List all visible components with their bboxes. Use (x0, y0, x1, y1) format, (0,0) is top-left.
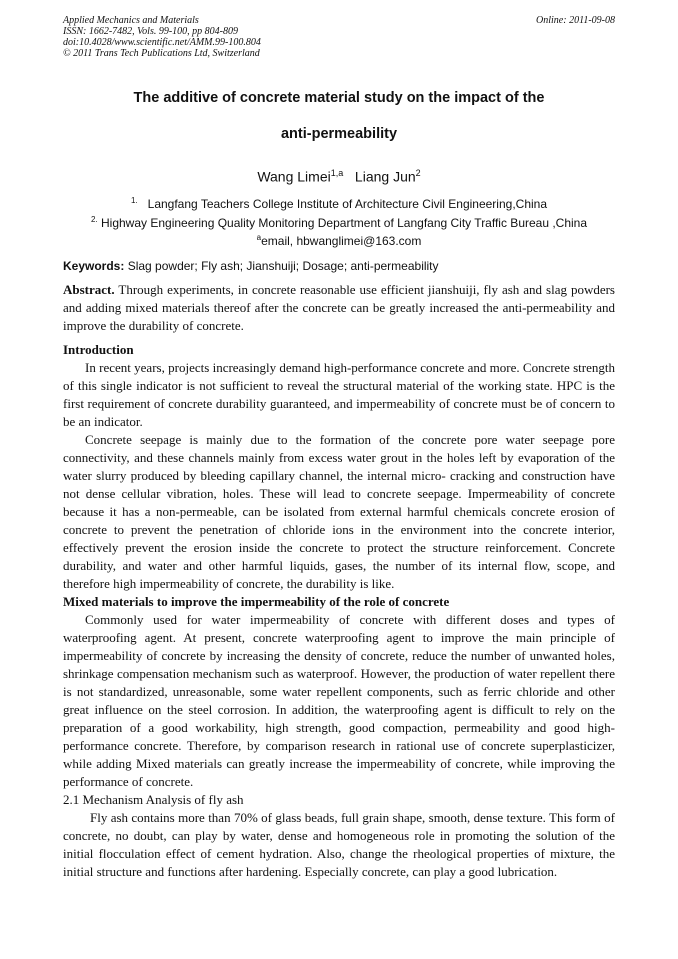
paragraph: Concrete seepage is mainly due to the formation of the concrete pore water seepage pore connectivity, and these channels mainly from excess water grout in the holes left by evaporation of the water slurry produced by bleeding capillary channel, the internal micro- cracking and construction have not dense cellular vibration, holes. These will lead to concrete seepage. Impermeability of concrete because it has a non-permeable, can be isolated from external harmful chemicals concrete erosion of concrete to prevent the penetration of chloride ions in the environment into the concrete interior, effectively prevent the erosion inside the concrete to protect the structure reinforcement. Concrete durability, and water and other harmful liquids, gases, the number of its internal flow, scope, and therefore high impermeability of concrete, the durability is like. (63, 432, 615, 591)
section-heading: Introduction (63, 342, 134, 357)
paper-body (63, 281, 615, 881)
affiliation-text: Langfang Teachers College Institute of Architecture Civil Engineering,China (147, 197, 548, 211)
online-date: Online: 2011-09-08 (536, 15, 615, 26)
author-list (0, 168, 678, 185)
paper-title-line-1: The additive of concrete material study on the impact of the (133, 90, 545, 106)
affiliation-text: email, hbwanglimei@163.com (261, 234, 422, 248)
abstract (63, 281, 615, 335)
affiliation-text: Highway Engineering Quality Monitoring Department of Langfang City Traffic Bureau ,China (100, 216, 588, 230)
author-affiliation-mark: 2 (415, 168, 421, 178)
journal-copyright: © 2011 Trans Tech Publications Ltd, Switzerland (63, 48, 260, 59)
journal-header (63, 15, 615, 59)
journal-name: Applied Mechanics and Materials (63, 15, 199, 26)
affiliation (0, 215, 678, 230)
affiliation-mark: a (256, 233, 262, 242)
author-name: Liang Jun (354, 168, 416, 185)
paragraph: Fly ash contains more than 70% of glass beads, full grain shape, smooth, dense texture. This form of concrete, no doubt, can play by water, dense and homogeneous role in promoting the solution of the initial flocculation effect of cement hydration. Also, change the rheological properties of mixture, the initial structure and functions after hardening. Especially concrete, can play a good lubrication. (63, 810, 615, 879)
affiliation-mark: 1. (130, 196, 138, 205)
affiliation-mark: 2. (90, 215, 98, 224)
section-heading: Mixed materials to improve the impermeability of the role of concrete (63, 594, 450, 609)
keywords-label: Keywords: (63, 259, 125, 273)
journal-doi: doi:10.4028/www.scientific.net/AMM.99-100.804 (63, 37, 261, 48)
affiliation-email (0, 233, 678, 248)
journal-issn: ISSN: 1662-7482, Vols. 99-100, pp 804-809 (63, 26, 238, 37)
paragraph: In recent years, projects increasingly demand high-performance concrete and more. Concrete strength of this single indicator is not sufficient to reveal the structural material of the working state. HPC is the first requirement of concrete durability guaranteed, and impermeability of concrete must be of concern to be an indicator. (63, 360, 615, 429)
affiliation (0, 196, 678, 211)
keywords-text: Slag powder; Fly ash; Jianshuiji; Dosage; anti-permeability (127, 259, 439, 273)
author-affiliation-mark: 1,a (330, 168, 344, 178)
abstract-label: Abstract. (63, 282, 115, 297)
abstract-text: Through experiments, in concrete reasonable use efficient jianshuiji, fly ash and slag powders and adding mixed materials thereof after the concrete can be greatly increased the anti-permeability and improve the durability of concrete. (63, 282, 615, 333)
author-name: Wang Limei (257, 168, 331, 185)
keywords (63, 259, 615, 273)
paragraph: Commonly used for water impermeability of concrete with different doses and types of waterproofing agent. At present, concrete waterproofing agent to improve the main principle of impermeability of concrete by increasing the density of concrete, reduce the number of unwanted holes, shrinkage compensation mechanism such as waterproof. However, the production of water repellent there is not standardized, unreasonable, some water repellent components, such as ferric chloride and other great influence on the steel corrosion. In addition, the waterproofing agent is difficult to rely on the preparation of a good workability, high strength, good compaction, permeability and good high-performance concrete. Therefore, by comparison research in rational use of concrete superplasticizer, while adding Mixed materials can greatly increase the impermeability of concrete, while improving the performance of concrete. (63, 612, 615, 789)
subsection-heading: 2.1 Mechanism Analysis of fly ash (63, 792, 244, 807)
paper-title-line-2: anti-permeability (280, 126, 398, 142)
